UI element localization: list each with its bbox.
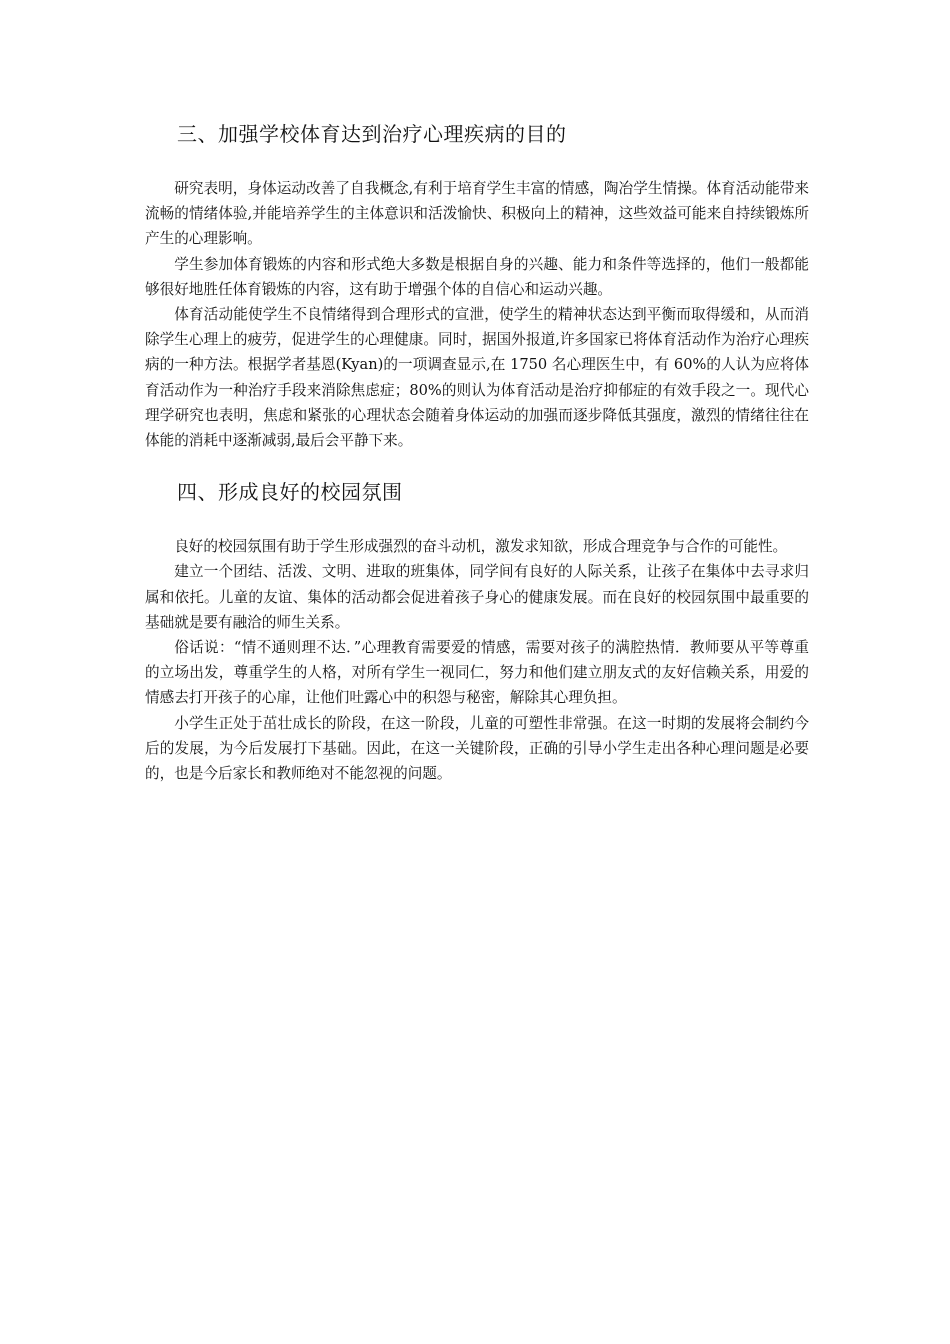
section-heading: 四、形成良好的校园氛围: [177, 480, 403, 505]
paragraph: 学生参加体育锻炼的内容和形式绝大多数是根据自身的兴趣、能力和条件等选择的，他们一般都能够很好地胜任体育锻炼的内容，这有助于增强个体的自信心和运动兴趣。: [145, 255, 809, 298]
paragraph: 俗话说：“情不通则理不达．”心理教育需要爱的情感，需要对孩子的满腔热情．教师要从平等尊重的立场出发，尊重学生的人格，对所有学生一视同仁，努力和他们建立朋友式的友好信赖关系，用爱的情感去打开孩子的心扉，让他们吐露心中的积怨与秘密，解除其心理负担。: [145, 639, 809, 707]
paragraph: 良好的校园氛围有助于学生形成强烈的奋斗动机，激发求知欲，形成合理竞争与合作的可能性。: [174, 538, 788, 556]
document-page: [145, 118, 809, 809]
section-4: [145, 476, 809, 786]
paragraph: 体育活动能使学生不良情绪得到合理形式的宣泄，使学生的精神状态达到平衡而取得缓和，从而消除学生心理上的疲劳，促进学生的心理健康。同时，据国外报道,许多国家已将体育活动作为治疗心理疾病的一种方法。根据学者基恩(Kyan)的一项调查显示,在 1750 名心理医生中，有 60%的人认为应将体育活动作为一种治疗手段来消除焦虑症；80%的则认为体育活动是治疗抑郁症的有效手段之一。现代心理学研究也表明，焦虑和紧张的心理状态会随着身体运动的加强而逐步降低其强度，激烈的情绪往往在体能的消耗中逐渐减弱,最后会平静下来。: [145, 306, 809, 450]
paragraph: 建立一个团结、活泼、文明、进取的班集体，同学间有良好的人际关系，让孩子在集体中去寻求归属和依托。儿童的友谊、集体的活动都会促进着孩子身心的健康发展。而在良好的校园氛围中最重要的基础就是要有融洽的师生关系。: [145, 563, 809, 631]
section-heading: 三、加强学校体育达到治疗心理疾病的目的: [177, 122, 567, 146]
paragraph: 小学生正处于茁壮成长的阶段，在这一阶段，儿童的可塑性非常强。在这一时期的发展将会制约今后的发展，为今后发展打下基础。因此，在这一关键阶段，正确的引导小学生走出各种心理问题是必要的，也是今后家长和教师绝对不能忽视的问题。: [145, 714, 809, 783]
paragraph: 研究表明，身体运动改善了自我概念,有利于培育学生丰富的情感，陶冶学生情操。体育活动能带来流畅的情绪体验,并能培养学生的主体意识和活泼愉快、积极向上的精神，这些效益可能来自持续锻炼所产生的心理影响。: [145, 180, 809, 248]
section-3: [145, 118, 809, 453]
